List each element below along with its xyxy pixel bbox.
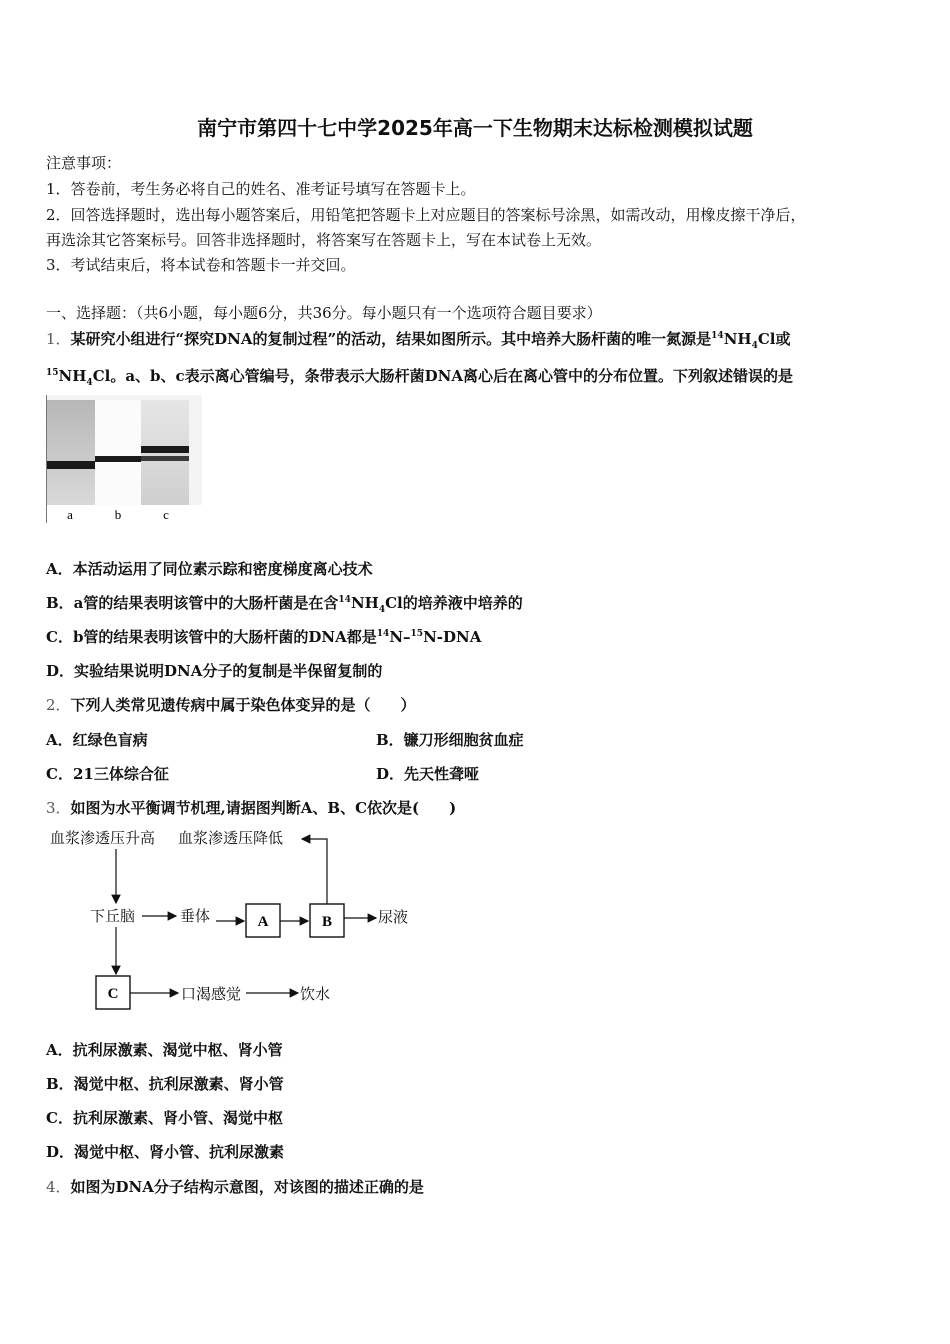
centrifuge-tube-figure	[46, 395, 202, 523]
node-thirst: 口渴感觉	[181, 985, 242, 1003]
tube-b	[95, 400, 141, 505]
node-drink: 饮水	[300, 985, 331, 1003]
band-c-light	[141, 446, 189, 453]
q2-option-a: A．红绿色盲病	[46, 731, 148, 749]
notice-heading: 注意事项：	[46, 154, 122, 172]
tube-label-b: b	[114, 507, 122, 522]
q1-option-b: B．a管的结果表明该管中的大肠杆菌是在含$^{14}NH_4Cl$的培养液中培养的	[46, 594, 523, 615]
svg-text:A: A	[257, 914, 269, 930]
question-2: 2．下列人类常见遗传病中属于染色体变异的是（ ）	[46, 696, 416, 714]
q3-option-b: B．渴觉中枢、抗利尿激素、肾小管	[46, 1075, 284, 1093]
question-number: 2．	[46, 696, 71, 714]
svg-text:B: B	[321, 914, 333, 930]
node-urine: 尿液	[378, 908, 409, 926]
q3-option-a: A．抗利尿激素、渴觉中枢、肾小管	[46, 1041, 283, 1059]
arrow-b-to-low	[302, 839, 327, 904]
band-b	[95, 456, 141, 462]
tube-label-a: a	[67, 507, 73, 522]
band-c-mid	[141, 456, 189, 461]
notice-item-2-cont: 再选涂其它答案标号。回答非选择题时，将答案写在答题卡上，写在本试卷上无效。	[46, 231, 602, 249]
notice-item-1: 1．答卷前，考生务必将自己的姓名、准考证号填写在答题卡上。	[46, 180, 476, 198]
question-number: 4．	[46, 1178, 71, 1196]
q3-option-c: C．抗利尿激素、肾小管、渴觉中枢	[46, 1109, 283, 1127]
q2-option-d: D．先天性聋哑	[376, 765, 480, 783]
question-3: 3．如图为水平衡调节机理,请据图判断A、B、C依次是( )	[46, 799, 457, 817]
notice-item-3: 3．考试结束后，将本试卷和答题卡一并交回。	[46, 256, 356, 274]
notice-item-2: 2．回答选择题时，选出每小题答案后，用铅笔把答题卡上对应题目的答案标号涂黑，如需改动，用橡皮擦干净后，	[46, 206, 806, 224]
q3-option-d: D．渴觉中枢、肾小管、抗利尿激素	[46, 1143, 285, 1161]
q1-option-c: C．b管的结果表明该管中的大肠杆菌的DNA都是$^{14}$N–$^{15}$N-DNA	[46, 628, 482, 646]
page-title: 南宁市第四十七中学2025年高一下生物期末达标检测模拟试题	[197, 116, 753, 140]
water-balance-diagram	[46, 823, 426, 1015]
question-number: 3．	[46, 799, 71, 817]
q2-option-b: B．镰刀形细胞贫血症	[376, 731, 524, 749]
question-4: 4．如图为DNA分子结构示意图，对该图的描述正确的是	[46, 1178, 424, 1196]
q1-option-d: D．实验结果说明DNA分子的复制是半保留复制的	[46, 662, 383, 680]
question-1-line-2: $^{15}NH_4Cl$。a、b、c表示离心管编号，条带表示大肠杆菌DNA离心后在离心管中的分布位置。下列叙述错误的是	[46, 367, 794, 388]
question-1-line-1: 1．某研究小组进行“探究DNA的复制过程”的活动，结果如图所示。其中培养大肠杆菌的唯一氮源是$^{14}NH_4Cl$或	[46, 330, 791, 351]
q1-option-a: A．本活动运用了同位素示踪和密度梯度离心技术	[46, 560, 373, 578]
band-a	[46, 461, 95, 469]
node-hypothalamus: 下丘脑	[90, 907, 136, 925]
svg-text:C: C	[107, 986, 119, 1002]
question-number: 1．	[46, 330, 71, 348]
section-heading: 一、选择题：（共6小题，每小题6分，共36分。每小题只有一个选项符合题目要求）	[46, 304, 602, 322]
tube-a	[46, 400, 95, 505]
tube-label-c: c	[163, 507, 169, 522]
node-osmotic-low: 血浆渗透压降低	[178, 829, 284, 847]
node-osmotic-high: 血浆渗透压升高	[50, 829, 156, 847]
node-pituitary: 垂体	[180, 907, 211, 925]
q2-option-c: C．21三体综合征	[46, 765, 169, 783]
